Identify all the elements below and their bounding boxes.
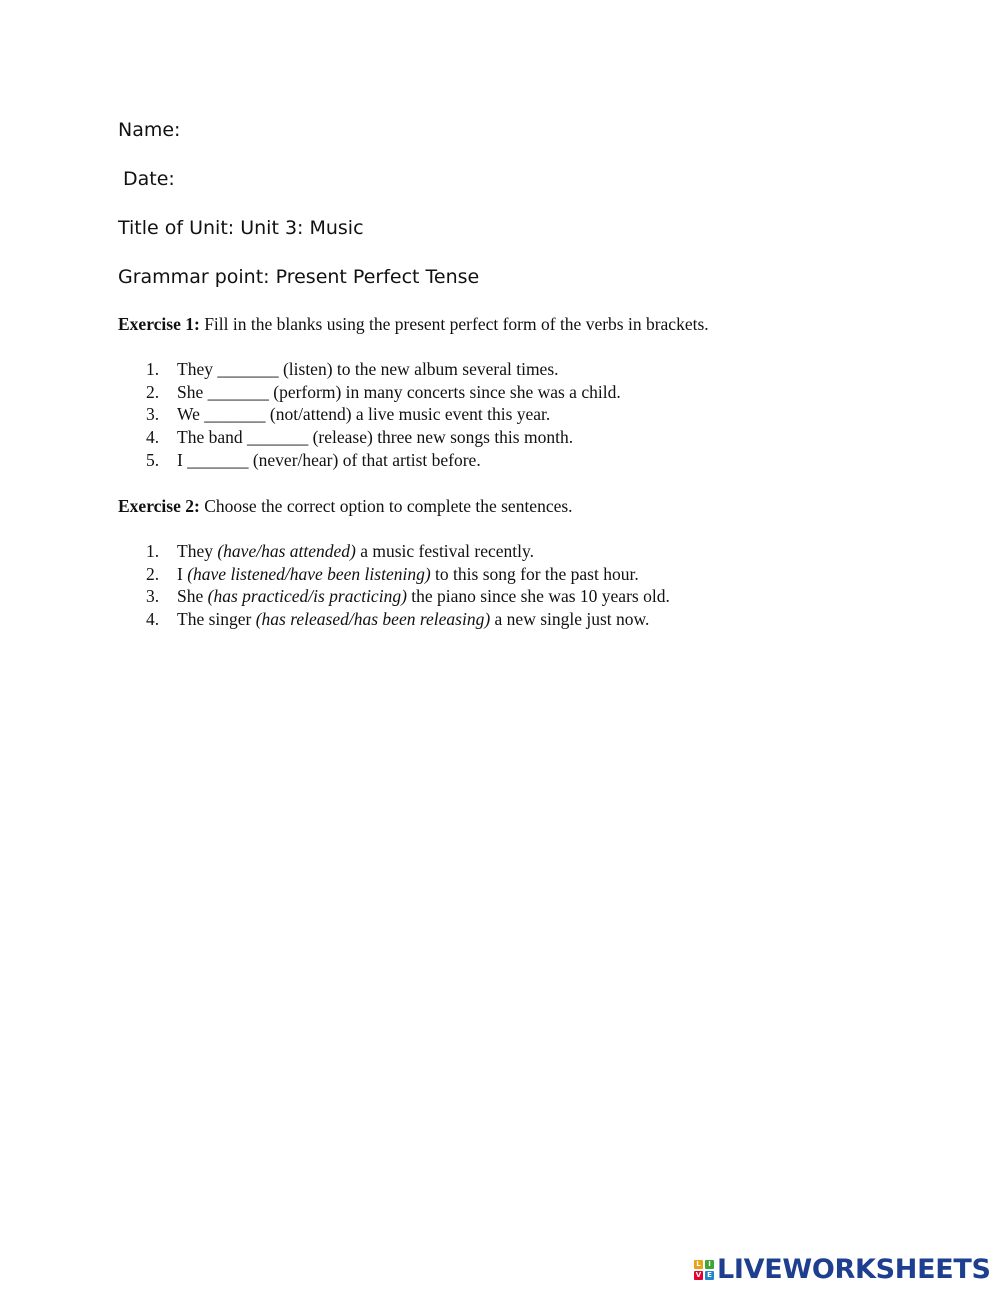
item-text: I _______ (never/hear) of that artist before.: [177, 449, 481, 470]
logo-text: LIVEWORKSHEETS: [717, 1254, 991, 1285]
item-text: The band _______ (release) three new songs this month.: [177, 427, 574, 448]
item-text-start: The singer: [177, 609, 256, 630]
logo-block: L: [694, 1260, 703, 1269]
item-number: 1.: [146, 541, 160, 561]
logo-blocks-icon: [694, 1260, 714, 1280]
liveworksheets-logo: [694, 1255, 991, 1285]
item-options: (has released/has been releasing): [255, 609, 491, 630]
name-field-label: Name:: [118, 119, 181, 141]
item-text: [177, 608, 649, 631]
item-text-end: to this song for the past hour.: [430, 563, 639, 584]
item-options: (have listened/have been listening): [187, 563, 431, 584]
item-text-end: a music festival recently.: [355, 541, 535, 561]
item-text: She _______ (perform) in many concerts since she was a child.: [177, 381, 621, 402]
item-text-start: I: [177, 563, 188, 584]
item-number: 1.: [146, 359, 160, 379]
date-field-label: Date:: [123, 168, 175, 190]
item-text-start: They: [177, 541, 218, 561]
item-text: We _______ (not/attend) a live music event this year.: [177, 404, 551, 425]
item-number: 3.: [146, 586, 160, 607]
exercise-1-label: Exercise 1:: [118, 314, 200, 334]
item-number: 4.: [146, 609, 160, 630]
item-number: 4.: [146, 427, 160, 448]
logo-block: V: [695, 1271, 702, 1279]
item-text: They _______ (listen) to the new album several times.: [177, 359, 559, 379]
exercise-1-instruction: Fill in the blanks using the present perfect form of the verbs in brackets.: [199, 314, 709, 334]
item-text: [177, 563, 639, 586]
logo-block: E: [705, 1271, 714, 1280]
item-number: 5.: [146, 449, 160, 470]
item-text: [177, 540, 534, 563]
exercise-2-heading: [118, 495, 573, 518]
item-text: [177, 585, 670, 608]
exercise-1-heading: [118, 313, 709, 336]
item-options: (has practiced/is practicing): [207, 586, 407, 607]
exercise-2-label: Exercise 2:: [118, 496, 200, 516]
item-number: 2.: [146, 563, 160, 584]
exercise-2-instruction: Choose the correct option to complete the sentences.: [199, 496, 573, 516]
item-options: (have/has attended): [217, 541, 356, 561]
grammar-point: Grammar point: Present Perfect Tense: [118, 266, 480, 288]
item-text-start: She: [177, 586, 208, 607]
unit-title: Title of Unit: Unit 3: Music: [118, 217, 364, 239]
item-number: 3.: [146, 404, 160, 425]
logo-block: I: [705, 1260, 714, 1269]
item-text-end: the piano since she was 10 years old.: [406, 586, 670, 607]
item-number: 2.: [146, 381, 160, 402]
item-text-end: a new single just now.: [490, 609, 650, 630]
